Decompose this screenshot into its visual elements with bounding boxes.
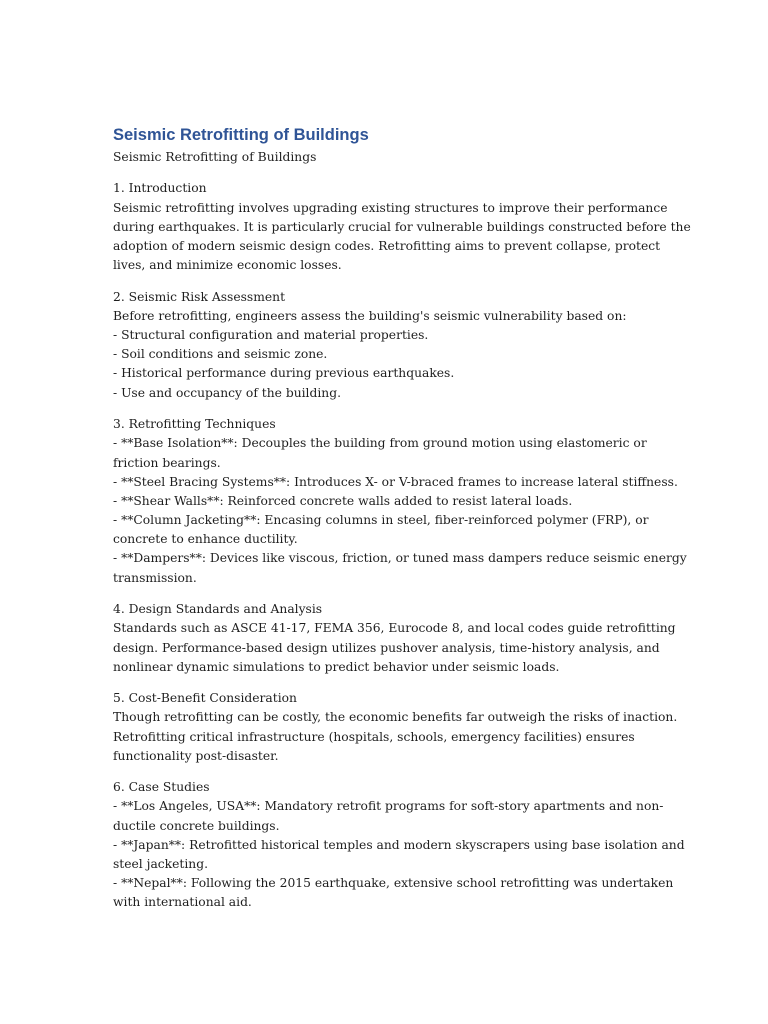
section-line: Before retrofitting, engineers assess the building's seismic vulnerability based on: [113, 308, 627, 323]
section-line: - **Dampers**: Devices like viscous, friction, or tuned mass dampers reduce seismic energy [113, 551, 687, 566]
section-4 [113, 600, 676, 677]
section-heading: 3. Retrofitting Techniques [113, 417, 276, 432]
section-line: - Soil conditions and seismic zone. [113, 347, 328, 362]
document-title: Seismic Retrofitting of Buildings [113, 126, 369, 144]
document-body [113, 148, 691, 913]
section-6 [113, 778, 685, 912]
section-line: ductile concrete buildings. [113, 818, 280, 833]
section-line: concrete to enhance ductility. [113, 532, 298, 547]
section-1 [113, 179, 691, 275]
section-line: - **Steel Bracing Systems**: Introduces X- or V-braced frames to increase lateral stiffness. [113, 474, 678, 489]
section-line: with international aid. [113, 895, 252, 910]
section-2 [113, 288, 673, 403]
section-heading: 6. Case Studies [113, 780, 210, 795]
section-line: - **Japan**: Retrofitted historical temples and modern skyscrapers using base isolation and [113, 837, 685, 852]
document-subtitle: Seismic Retrofitting of Buildings [113, 150, 317, 164]
section-line: design. Performance-based design utilizes pushover analysis, time-history analysis, and [113, 640, 660, 655]
section-line: - **Shear Walls**: Reinforced concrete walls added to resist lateral loads. [113, 493, 573, 508]
section-line: functionality post-disaster. [113, 748, 279, 763]
section-line: - Structural configuration and material properties. [113, 328, 429, 343]
section-line: - **Nepal**: Following the 2015 earthquake, extensive school retrofitting was undertaken [113, 876, 674, 891]
section-line: nonlinear dynamic simulations to predict behavior under seismic loads. [113, 659, 560, 674]
section-line: - **Los Angeles, USA**: Mandatory retrofit programs for soft-story apartments and non- [113, 799, 664, 814]
section-heading: 5. Cost-Benefit Consideration [113, 691, 297, 706]
section-line: steel jacketing. [113, 856, 208, 871]
section-line: - Historical performance during previous earthquakes. [113, 366, 455, 381]
section-line: adoption of modern seismic design codes. Retrofitting aims to prevent collapse, protect [113, 239, 661, 254]
section-line: - **Base Isolation**: Decouples the building from ground motion using elastomeric or [113, 436, 647, 451]
section-line: - Use and occupancy of the building. [113, 385, 341, 400]
section-line: friction bearings. [113, 455, 221, 470]
section-3 [113, 415, 687, 588]
section-line: Retrofitting critical infrastructure (hospitals, schools, emergency facilities) ensures [113, 729, 635, 744]
section-line: Though retrofitting can be costly, the economic benefits far outweigh the risks of inaction. [113, 710, 678, 725]
section-line: lives, and minimize economic losses. [113, 258, 342, 273]
section-5 [113, 689, 678, 766]
section-line: Standards such as ASCE 41-17, FEMA 356, Eurocode 8, and local codes guide retrofitting [113, 621, 676, 636]
section-line: transmission. [113, 570, 197, 585]
section-heading: 1. Introduction [113, 181, 207, 196]
section-line: during earthquakes. It is particularly crucial for vulnerable buildings constructed before the [113, 219, 691, 234]
section-line: Seismic retrofitting involves upgrading existing structures to improve their performance [113, 200, 668, 215]
section-line: - **Column Jacketing**: Encasing columns in steel, fiber-reinforced polymer (FRP), or [113, 513, 649, 528]
section-heading: 4. Design Standards and Analysis [113, 602, 323, 617]
section-heading: 2. Seismic Risk Assessment [113, 289, 286, 304]
